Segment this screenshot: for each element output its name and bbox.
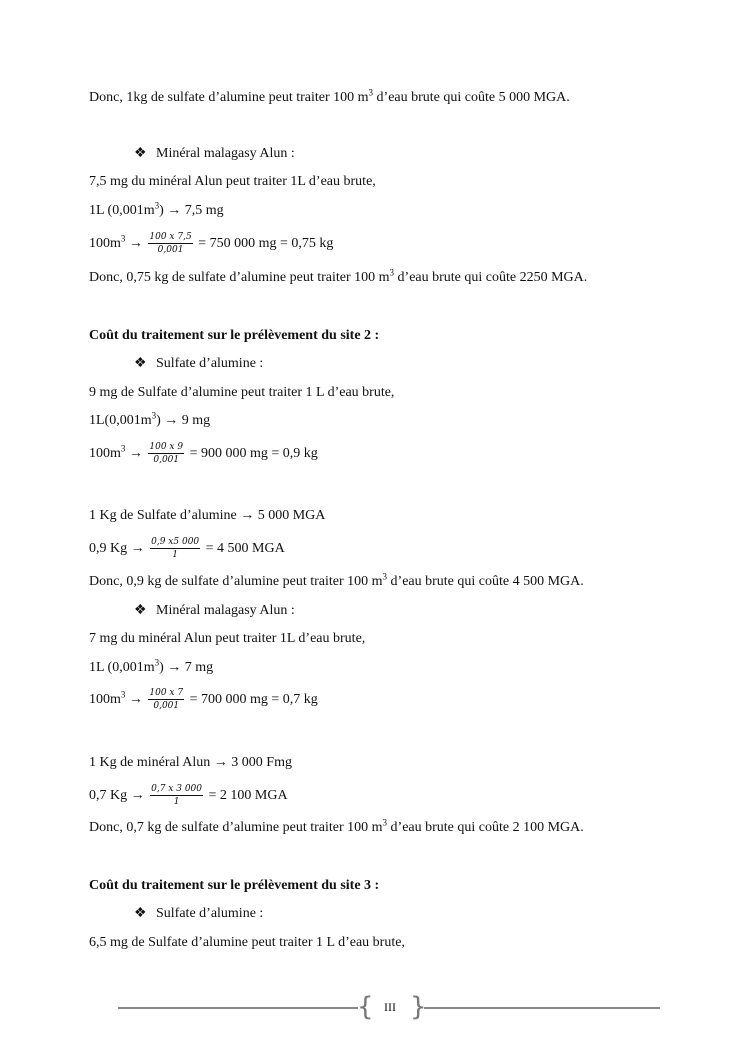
fraction-denominator: 0,001 (153, 701, 180, 712)
right-brace-icon: } (410, 992, 427, 1022)
fraction (148, 231, 192, 256)
fraction-denominator: 0,001 (153, 455, 180, 466)
diamond-bullet-icon: ❖ (134, 603, 147, 618)
text: 1L (0,001m (89, 660, 155, 675)
section-heading (89, 327, 379, 345)
paragraph-line (89, 202, 224, 220)
paragraph-line (89, 269, 587, 287)
text: ) → 7,5 mg (159, 203, 224, 218)
paragraph-line (89, 384, 394, 402)
text: d’eau brute qui coûte 2250 MGA. (394, 270, 588, 285)
paragraph-line (89, 754, 292, 772)
fraction-numerator: 100 x 7,5 (149, 232, 192, 243)
equation-line (89, 536, 285, 562)
text: d’eau brute qui coûte 5 000 MGA. (373, 90, 570, 105)
fraction (148, 441, 184, 466)
diamond-bullet-icon: ❖ (134, 146, 147, 161)
text: 6,5 mg de Sulfate d’alumine peut traiter 1 L d’eau brute, (89, 935, 405, 950)
fraction-numerator: 100 x 9 (149, 442, 184, 453)
fraction-numerator: 0,9 x5 000 (151, 537, 200, 548)
heading-text: Coût du traitement sur le prélèvement du site 3 : (89, 878, 380, 893)
text: 1 Kg de minéral Alun → 3 000 Fmg (89, 755, 292, 770)
superscript: 3 (120, 233, 126, 244)
text: 0,9 Kg → (89, 541, 145, 556)
text: 100m (89, 692, 121, 707)
paragraph-line (89, 934, 405, 952)
page-number: III (384, 1000, 396, 1014)
fraction-numerator: 100 x 7 (149, 688, 184, 699)
superscript: 3 (382, 817, 388, 828)
text: = 700 000 mg = 0,7 kg (189, 692, 318, 707)
superscript: 3 (368, 87, 374, 98)
arrow: → (125, 236, 143, 251)
fraction-numerator: 0,7 x 3 000 (151, 784, 203, 795)
superscript: 3 (382, 571, 388, 582)
text: = 2 100 MGA (208, 788, 288, 803)
bullet-item (134, 145, 295, 163)
arrow: → (125, 692, 143, 707)
arrow: → (125, 446, 143, 461)
fraction (148, 687, 184, 712)
paragraph-line (89, 659, 213, 677)
paragraph-line (89, 819, 584, 837)
text: 100m (89, 446, 121, 461)
text: 1 Kg de Sulfate d’alumine → 5 000 MGA (89, 508, 326, 523)
fraction-denominator: 0,001 (157, 245, 184, 256)
paragraph-line (89, 630, 365, 648)
bullet-label: Sulfate d’alumine : (156, 906, 264, 921)
fraction (150, 536, 200, 561)
bullet-label: Sulfate d’alumine : (156, 356, 264, 371)
bullet-item (134, 905, 263, 923)
text: = 4 500 MGA (205, 541, 285, 556)
text: 0,7 Kg → (89, 788, 145, 803)
bullet-item (134, 355, 263, 373)
superscript: 3 (151, 410, 157, 421)
diamond-bullet-icon: ❖ (134, 906, 147, 921)
equation-line (89, 687, 318, 713)
text: ) → 7 mg (159, 660, 214, 675)
text: Donc, 1kg de sulfate d’alumine peut traiter 100 m (89, 90, 369, 105)
left-brace-icon: { (357, 992, 374, 1022)
text: ) → 9 mg (156, 413, 211, 428)
equation-line (89, 231, 333, 257)
text: 7 mg du minéral Alun peut traiter 1L d’eau brute, (89, 631, 366, 646)
text: 1L (0,001m (89, 203, 155, 218)
superscript: 3 (389, 267, 395, 278)
equation-line (89, 441, 318, 467)
text: d’eau brute qui coûte 4 500 MGA. (387, 574, 584, 589)
section-heading (89, 877, 379, 895)
text: 9 mg de Sulfate d’alumine peut traiter 1 L d’eau brute, (89, 385, 395, 400)
text: Donc, 0,7 kg de sulfate d’alumine peut traiter 100 m (89, 820, 383, 835)
text: Donc, 0,75 kg de sulfate d’alumine peut traiter 100 m (89, 270, 390, 285)
text: 1L(0,001m (89, 413, 152, 428)
paragraph-line (89, 412, 210, 430)
superscript: 3 (120, 689, 126, 700)
text: = 750 000 mg = 0,75 kg (198, 236, 334, 251)
superscript: 3 (154, 657, 160, 668)
paragraph-line (89, 573, 584, 591)
diamond-bullet-icon: ❖ (134, 356, 147, 371)
fraction-denominator: 1 (172, 550, 178, 561)
equation-line (89, 783, 288, 809)
superscript: 3 (154, 200, 160, 211)
paragraph-line (89, 507, 325, 525)
paragraph-line (89, 173, 376, 191)
footer-rule-left (118, 1007, 358, 1009)
fraction (150, 783, 203, 808)
text: Donc, 0,9 kg de sulfate d’alumine peut traiter 100 m (89, 574, 383, 589)
bullet-item (134, 602, 295, 620)
superscript: 3 (120, 443, 126, 454)
text: 100m (89, 236, 121, 251)
footer-rule-right (424, 1007, 660, 1009)
text: = 900 000 mg = 0,9 kg (189, 446, 318, 461)
heading-text: Coût du traitement sur le prélèvement du site 2 : (89, 328, 380, 343)
fraction-denominator: 1 (173, 797, 180, 808)
text: d’eau brute qui coûte 2 100 MGA. (387, 820, 584, 835)
paragraph-line (89, 89, 570, 107)
bullet-label: Minéral malagasy Alun : (156, 603, 295, 618)
bullet-label: Minéral malagasy Alun : (156, 146, 295, 161)
text: 7,5 mg du minéral Alun peut traiter 1L d’eau brute, (89, 174, 376, 189)
